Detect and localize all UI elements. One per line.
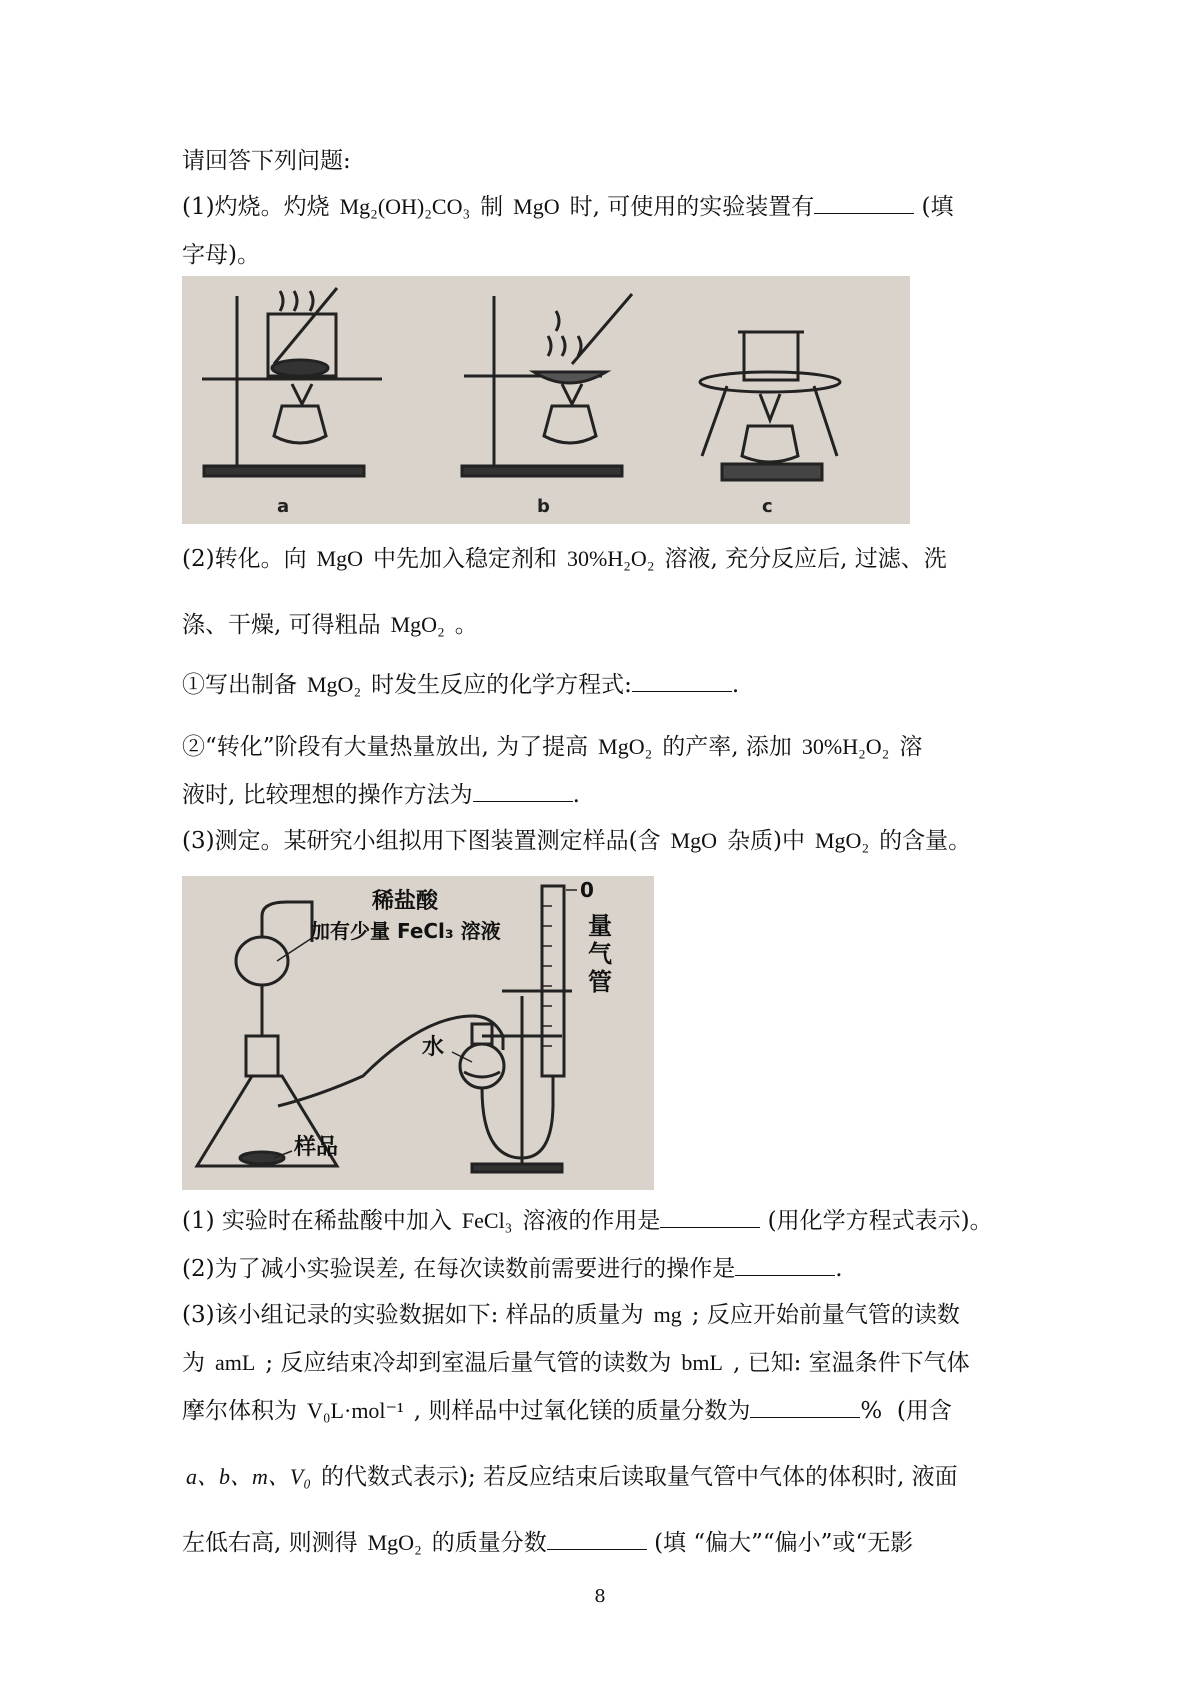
q3-p1-answer-blank[interactable] bbox=[660, 1207, 760, 1228]
q1-text-d: (填 bbox=[921, 194, 954, 220]
q2-sub2-text-a: ②“转化”阶段有大量热量放出, 为了提高 bbox=[182, 734, 589, 760]
q3-p3-text-j: 的代数式表示); 若反应结束后读取量气管中气体的体积时, 液面 bbox=[320, 1464, 958, 1490]
page-number: 8 bbox=[594, 1586, 606, 1607]
q3-part3-line5 bbox=[182, 1528, 913, 1558]
q2-line2 bbox=[182, 610, 478, 640]
q2-text-b: 中先加入稳定剂和 bbox=[373, 546, 558, 572]
q2-sub1-formula: MgO₂ bbox=[307, 672, 362, 697]
q1-text-b: 制 bbox=[480, 194, 504, 220]
q3-p3-text-d: ; 反应结束冷却到室温后量气管的读数为 bbox=[265, 1350, 672, 1376]
q3-p1-text-b: 溶液的作用是 bbox=[522, 1208, 661, 1234]
q3-p1-text-a: (1) 实验时在稀盐酸中加入 bbox=[182, 1208, 452, 1234]
fig2-label-fecl3: 加有少量 FeCl₃ 溶液 bbox=[310, 919, 501, 943]
q2-line1 bbox=[182, 544, 947, 574]
q2-text-c: 溶液, 充分反应后, 过滤、洗 bbox=[664, 546, 947, 572]
q3-part3-line2 bbox=[182, 1348, 970, 1378]
q3-part3-line3 bbox=[182, 1396, 952, 1426]
q2-sub2-text-c: 溶 bbox=[899, 734, 923, 760]
q2-sub1 bbox=[182, 670, 739, 700]
q1-text-e: 字母)。 bbox=[182, 242, 260, 268]
q3-p3-reading-a: amL bbox=[215, 1350, 256, 1375]
q3-p2-answer-blank[interactable] bbox=[735, 1255, 835, 1276]
q3-p3-text-c: 为 bbox=[182, 1350, 205, 1376]
fig2-label-zero: 0 bbox=[580, 878, 594, 902]
q3-p3-text-a: (3)该小组记录的实验数据如下: 样品的质量为 bbox=[182, 1302, 644, 1328]
q2-text-a: (2)转化。向 bbox=[182, 546, 307, 572]
q3-part3-line1 bbox=[182, 1300, 960, 1330]
fig1-label-c: c bbox=[762, 496, 773, 517]
q2-sub1-text-b: 时发生反应的化学方程式: bbox=[371, 672, 632, 698]
q3-p3-text-f: 摩尔体积为 bbox=[182, 1398, 297, 1424]
q3-p2-text-b: . bbox=[835, 1256, 843, 1282]
q1-formula-mg2oh2co3: Mg₂(OH)₂CO₃ bbox=[339, 194, 471, 219]
q3-line1 bbox=[182, 826, 971, 856]
q3-p3-text-i: (用含 bbox=[896, 1398, 952, 1424]
q3-text-a: (3)测定。某研究小组拟用下图装置测定样品(含 bbox=[182, 828, 661, 854]
q3-p1-formula: FeCl₃ bbox=[461, 1208, 513, 1233]
q2-sub1-answer-blank[interactable] bbox=[632, 671, 732, 692]
fig2-label-tube-3: 管 bbox=[588, 968, 612, 996]
q2-sub2-formula-mgo2: MgO₂ bbox=[598, 734, 653, 759]
q2-formula-mgo2: MgO₂ bbox=[390, 612, 445, 637]
fig1-label-a: a bbox=[277, 496, 290, 517]
q3-p3-text-e: , 已知: 室温条件下气体 bbox=[732, 1350, 970, 1376]
q3-text-c: 的含量。 bbox=[879, 828, 972, 854]
q3-part1 bbox=[182, 1206, 993, 1236]
fig2-label-tube-1: 量 bbox=[588, 912, 612, 940]
q3-p3-text-b: ; 反应开始前量气管的读数 bbox=[691, 1302, 960, 1328]
q2-text-e: 。 bbox=[454, 612, 478, 638]
q1-line1 bbox=[182, 192, 954, 222]
q3-p3-text-l: 的质量分数 bbox=[431, 1530, 547, 1556]
q3-formula-mgo: MgO bbox=[670, 828, 718, 853]
q3-p3-text-k: 左低右高, 则测得 bbox=[182, 1530, 358, 1556]
q3-p1-text-c: (用化学方程式表示)。 bbox=[767, 1208, 993, 1234]
q1-text-c: 时, 可使用的实验装置有 bbox=[569, 194, 815, 220]
fig2-label-water: 水 bbox=[422, 1035, 445, 1060]
q3-text-b: 杂质)中 bbox=[727, 828, 805, 854]
intro-text: 请回答下列问题: bbox=[182, 148, 351, 174]
q2-formula-mgo: MgO bbox=[316, 546, 364, 571]
q3-p3-percent: % bbox=[860, 1398, 883, 1424]
q2-sub2-answer-blank[interactable] bbox=[473, 781, 573, 802]
q1-answer-blank[interactable] bbox=[814, 193, 914, 214]
q2-sub1-text-a: ①写出制备 bbox=[182, 672, 297, 698]
fig2-label-acid: 稀盐酸 bbox=[372, 889, 439, 914]
q3-p3-answer-blank-2[interactable] bbox=[547, 1529, 647, 1550]
q2-text-d: 涤、干燥, 可得粗品 bbox=[182, 612, 381, 638]
q3-p3-text-m: (填 “偏大”“偏小”或“无影 bbox=[654, 1530, 914, 1556]
q2-sub2-line2 bbox=[182, 780, 580, 810]
figure-gas-measuring-apparatus bbox=[182, 876, 654, 1190]
q3-formula-mgo2: MgO₂ bbox=[815, 828, 870, 853]
q2-sub2-text-d: 液时, 比较理想的操作方法为 bbox=[182, 782, 473, 808]
q3-p3-text-g: , 则样品中过氧化镁的质量分数为 bbox=[413, 1398, 751, 1424]
q3-p3-molar-volume: V₀L·mol⁻¹ bbox=[307, 1398, 404, 1423]
fig2-label-tube-2: 气 bbox=[588, 940, 612, 968]
q3-p2-text-a: (2)为了减小实验误差, 在每次读数前需要进行的操作是 bbox=[182, 1256, 736, 1282]
q3-p3-mass: mg bbox=[653, 1302, 682, 1327]
fig1-label-b: b bbox=[537, 496, 550, 517]
fig2-label-sample: 样品 bbox=[294, 1135, 339, 1160]
q3-part3-line4 bbox=[182, 1462, 958, 1492]
q2-sub2-text-e: . bbox=[572, 782, 580, 808]
q2-sub2-line1 bbox=[182, 732, 922, 762]
q3-p3-reading-b: bmL bbox=[681, 1350, 723, 1375]
q1-formula-mgo: MgO bbox=[513, 194, 560, 219]
q1-text-a: (1)灼烧。灼烧 bbox=[182, 194, 330, 220]
q2-sub1-text-c: . bbox=[731, 672, 740, 698]
q3-p3-answer-blank-1[interactable] bbox=[750, 1397, 860, 1418]
q3-p3-formula-mgo2: MgO₂ bbox=[367, 1530, 422, 1555]
q3-p3-variables: a、b、m、V₀ bbox=[186, 1464, 311, 1489]
q2-sub2-text-b: 的产率, 添加 bbox=[662, 734, 792, 760]
figure-apparatus-abc bbox=[182, 276, 910, 524]
q3-part2 bbox=[182, 1254, 843, 1284]
q2-formula-h2o2: 30%H₂O₂ bbox=[567, 546, 655, 571]
q2-sub2-formula-h2o2: 30%H₂O₂ bbox=[801, 734, 890, 759]
